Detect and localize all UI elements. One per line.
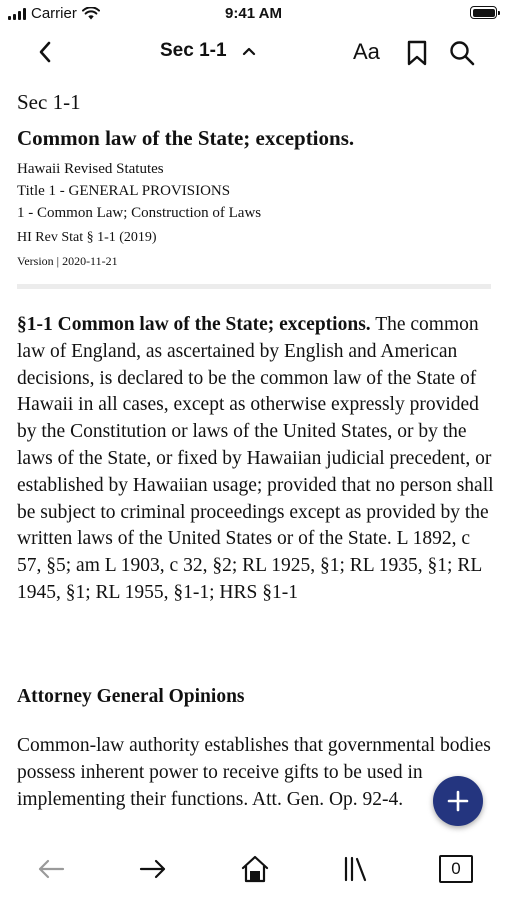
carrier-label: Carrier (31, 5, 77, 22)
home-icon (240, 854, 270, 884)
document-header (17, 88, 492, 270)
section-title: Sec 1-1 (160, 40, 227, 61)
statute-body: The common law of England, as ascertained by English and American decisions, is declared to be the common law of the State of Hawaii in all cases, except as otherwise expressly provided by the Constitution or laws of the United States, or by the laws of the State, or fixed by Hawaiian judicial precedent, or established by Hawaiian usage; provided that no person shall be subject to criminal proceedings except as provided by the written laws of the United States or of the State. L 1892, c 57, §5; am L 1903, c 32, §2; RL 1925, §1; RL 1935, §1; RL 1945, §1; RL 1955, §1-1; HRS §1-1 (17, 314, 494, 603)
opinions-text: Common-law authority establishes that governmental bodies possess inherent power to receive gifts to be used in implementing their functions. Att. Gen. Op. 92-4. (17, 735, 491, 810)
home-button[interactable] (239, 853, 271, 885)
section-title-button[interactable] (160, 40, 257, 62)
back-button[interactable] (34, 853, 68, 885)
chevron-up-icon (241, 45, 257, 57)
library-button[interactable] (339, 853, 371, 885)
bookmark-icon[interactable] (404, 39, 430, 67)
forward-button[interactable] (136, 853, 170, 885)
status-time: 9:41 AM (225, 5, 282, 22)
statute-lead: §1-1 Common law of the State; exceptions. (17, 314, 371, 335)
statute-text (17, 312, 495, 607)
source-line: Hawaii Revised Statutes (17, 161, 164, 177)
battery-icon (470, 6, 497, 19)
tab-count: 0 (439, 855, 473, 883)
arrow-left-icon (36, 857, 66, 881)
version-line: Version | 2020-11-21 (17, 254, 118, 268)
tabs-button[interactable] (439, 853, 473, 885)
library-icon (340, 854, 370, 884)
header-divider (17, 284, 491, 289)
search-icon[interactable] (448, 39, 476, 67)
plus-icon (446, 789, 470, 813)
status-bar (0, 0, 507, 28)
chapter-line: 1 - Common Law; Construction of Laws (17, 205, 262, 221)
add-button[interactable] (433, 776, 483, 826)
chevron-left-icon[interactable] (32, 38, 60, 66)
citation-line: HI Rev Stat § 1-1 (2019) (17, 230, 157, 245)
font-size-button[interactable]: Aa (353, 39, 380, 64)
arrow-right-icon (138, 857, 168, 881)
bottom-toolbar (0, 843, 507, 900)
section-label: Sec 1-1 (17, 90, 81, 114)
section-heading: Common law of the State; exceptions. (17, 126, 355, 150)
nav-bar (0, 30, 507, 76)
title-line: Title 1 - GENERAL PROVISIONS (17, 183, 231, 199)
opinions-heading: Attorney General Opinions (17, 686, 245, 707)
